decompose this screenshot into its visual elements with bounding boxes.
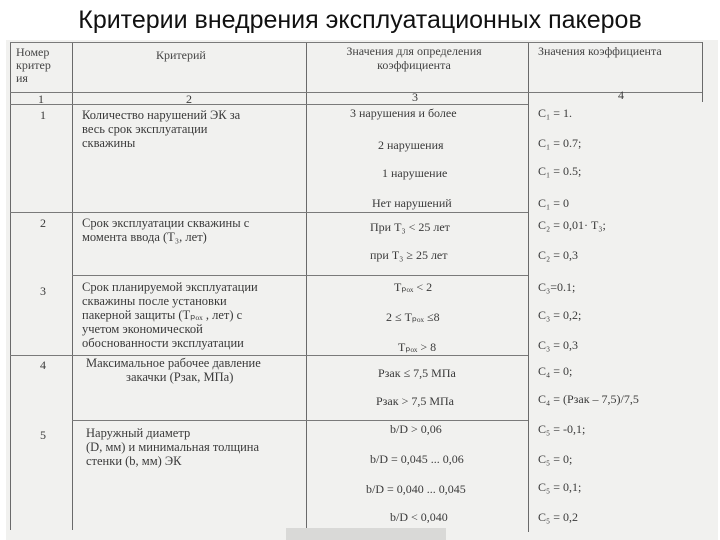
- row-5-criterion: [86, 426, 259, 468]
- row-1-value: 2 нарушения: [378, 138, 444, 152]
- row-5-criterion-line: Наружный диаметр: [86, 426, 191, 440]
- row-4-value: Рзак > 7,5 МПа: [376, 394, 454, 408]
- row-3-criterion: [82, 280, 258, 350]
- row-3-coef: С₃ = 0,2;: [538, 308, 582, 322]
- row-1-number: 1: [40, 108, 46, 122]
- row-2-coef: С₂ = 0,01· Т₃;: [538, 218, 606, 232]
- row-divider-1: [10, 212, 528, 213]
- row-3-value: 2 ≤ Тₚₒₓ ≤8: [386, 310, 440, 324]
- row-3-coef: С₃=0.1;: [538, 280, 576, 294]
- row-2-value: при Т₃ ≥ 25 лет: [370, 248, 448, 262]
- row-1-criterion: [82, 108, 240, 150]
- row-3-value: Тₚₒₓ < 2: [394, 280, 433, 294]
- row-4-coef: С₄ = 0;: [538, 364, 573, 378]
- slide-title: Критерии внедрения эксплуатационных пакеров: [78, 6, 642, 34]
- header-number: [16, 46, 51, 85]
- row-3-criterion-line: учетом экономической: [82, 322, 203, 336]
- col-divider-1: [72, 42, 73, 530]
- header-coefficient: Значения коэффициента: [538, 44, 662, 58]
- row-1-criterion-line: весь срок эксплуатации: [82, 122, 208, 136]
- row-1-coef: С₁ = 0: [538, 196, 569, 210]
- row-2-criterion-line: момента ввода (Т₃, лет): [82, 230, 207, 244]
- row-1-value: Нет нарушений: [372, 196, 452, 210]
- row-1-criterion-line: скважины: [82, 136, 136, 150]
- header-criterion: Критерий: [156, 48, 206, 62]
- row-4-criterion-line: закачки (Рзак, МПа): [126, 370, 234, 384]
- table-border-top: [10, 42, 702, 43]
- row-3-criterion-line: Срок планируемой эксплуатации: [82, 280, 258, 294]
- row-1-value: 1 нарушение: [382, 166, 448, 180]
- row-divider-2: [72, 275, 528, 276]
- scan-shadow-bottom: [286, 528, 446, 540]
- col-number-2: 2: [186, 92, 192, 106]
- row-4-coef: С₄ = (Рзак – 7,5)/7,5: [538, 392, 639, 406]
- row-4-criterion: [86, 356, 261, 384]
- header-divider: [10, 92, 702, 93]
- scanned-table: [6, 40, 718, 540]
- table-border-right: [702, 42, 703, 102]
- col-divider-2: [306, 42, 307, 532]
- col-number-4: 4: [618, 88, 624, 102]
- row-2-criterion: [82, 216, 249, 244]
- row-5-value: b/D = 0,045 ... 0,06: [370, 452, 464, 466]
- row-3-number: 3: [40, 284, 46, 298]
- header-values: [324, 44, 504, 72]
- row-divider-4: [72, 420, 528, 421]
- row-3-coef: С₃ = 0,3: [538, 338, 578, 352]
- col-number-1: 1: [38, 92, 44, 106]
- row-5-criterion-line: стенки (b, мм) ЭК: [86, 454, 182, 468]
- row-3-criterion-line: обоснованности эксплуатации: [82, 336, 244, 350]
- row-2-number: 2: [40, 216, 46, 230]
- row-5-number: 5: [40, 428, 46, 442]
- row-1-coef: С₁ = 1.: [538, 106, 572, 120]
- number-row-divider: [10, 104, 528, 105]
- col-number-3: 3: [412, 90, 418, 104]
- row-4-value: Рзак ≤ 7,5 МПа: [378, 366, 456, 380]
- row-1-value: 3 нарушения и более: [350, 106, 457, 120]
- row-4-criterion-line: Максимальное рабочее давление: [86, 356, 261, 370]
- table-border-left: [10, 42, 11, 530]
- header-number-line-3: ия: [16, 71, 28, 85]
- row-5-coef: С₅ = 0,1;: [538, 480, 582, 494]
- row-3-criterion-line: скважины после установки: [82, 294, 227, 308]
- row-2-value: При Т₃ < 25 лет: [370, 220, 450, 234]
- header-number-line-2: критер: [16, 58, 51, 72]
- row-1-coef: С₁ = 0.5;: [538, 164, 582, 178]
- row-5-coef: С₅ = 0,2: [538, 510, 578, 524]
- row-5-value: b/D < 0,040: [390, 510, 448, 524]
- row-1-criterion-line: Количество нарушений ЭК за: [82, 108, 241, 122]
- header-number-line-1: Номер: [16, 45, 50, 59]
- row-2-coef: С₂ = 0,3: [538, 248, 578, 262]
- row-5-criterion-line: (D, мм) и минимальная толщина: [86, 440, 260, 454]
- header-values-line-2: коэффициента: [377, 58, 451, 72]
- row-3-criterion-line: пакерной защиты (Тₚₒₓ , лет) с: [82, 308, 243, 322]
- row-5-coef: С₅ = -0,1;: [538, 422, 586, 436]
- row-5-value: b/D = 0,040 ... 0,045: [366, 482, 466, 496]
- row-2-criterion-line: Срок эксплуатации скважины с: [82, 216, 250, 230]
- col-divider-3: [528, 42, 529, 532]
- row-5-coef: С₅ = 0;: [538, 452, 573, 466]
- row-4-number: 4: [40, 358, 46, 372]
- row-3-value: Тₚₒₓ > 8: [398, 340, 437, 354]
- row-5-value: b/D > 0,06: [390, 422, 442, 436]
- row-1-coef: С₁ = 0.7;: [538, 136, 582, 150]
- header-values-line-1: Значения для определения: [346, 44, 482, 58]
